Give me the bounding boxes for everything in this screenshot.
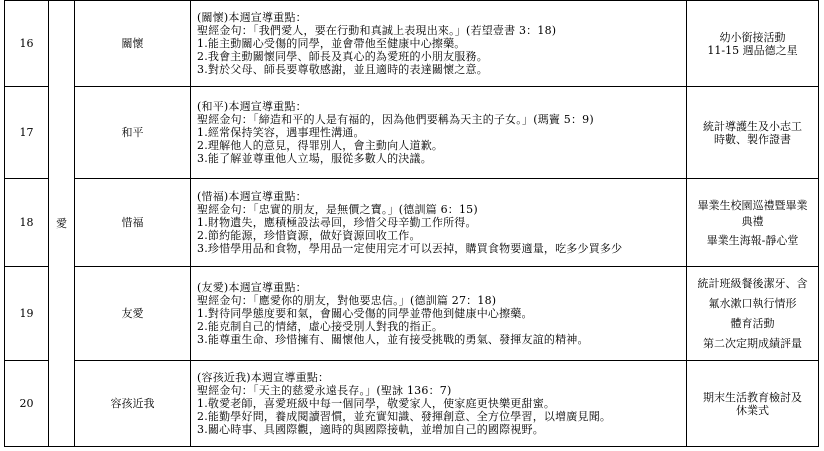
content-point: 3.關心時事、具國際觀，適時的與國際接軌，並增加自己的國際視野。 (197, 423, 544, 436)
weekly-content (191, 87, 687, 179)
week-number: 16 (5, 1, 49, 87)
activity-text: 幼小銜接活動 (719, 30, 786, 44)
activity-text: 體育活動 (730, 316, 775, 330)
activity-text: 畢業生校園巡禮暨畢業典禮 (697, 199, 808, 228)
content-heading: (關懷)本週宣導重點： (197, 11, 307, 24)
content-point: 2.能克制自己的情緒，虛心接受別人對我的指正。 (197, 320, 444, 333)
content-heading: (容孩近我)本週宣導重點： (197, 371, 330, 384)
weekly-content (191, 1, 687, 87)
content-point: 3.能尊重生命、珍惜擁有、關懷他人，並有接受挑戰的勇氣、發揮友誼的精神。 (197, 333, 589, 346)
week-number: 18 (5, 179, 49, 267)
theme-label: 惜福 (75, 179, 191, 267)
theme-label: 容孩近我 (75, 361, 191, 447)
content-point: 1.財物遺失，應積極設法尋回，珍惜父母辛勤工作所得。 (197, 216, 477, 229)
activity-text: 11-15 週品德之星 (707, 43, 798, 57)
content-point: 2.理解他人的意見，得罪別人，會主動向人道歉。 (197, 139, 444, 152)
content-point: 1.敬愛老師，喜愛班級中每一個同學，敬愛家人，使家庭更快樂更甜蜜。 (197, 397, 556, 410)
activity-cell (687, 361, 819, 447)
activity-cell (687, 87, 819, 179)
table-row (5, 267, 819, 361)
activity-text: 休業式 (736, 403, 769, 417)
content-point: 3.珍惜學用品和食物，學用品一定使用完才可以丟掉，購買食物要適量，吃多少買多少 (197, 242, 623, 255)
week-number: 19 (5, 267, 49, 361)
table-row (5, 87, 819, 179)
virtue-label: 愛 (49, 1, 75, 447)
content-point: 1.對待同學態度要和氣，會關心受傷的同學並帶他到健康中心擦藥。 (197, 307, 533, 320)
content-point: 2.能勤學好問，養成閱讀習慣，並充實知識、發揮創意、全方位學習，以增廣見聞。 (197, 410, 612, 423)
activity-text: 畢業生海報-靜心堂 (706, 234, 799, 247)
theme-label: 關懷 (75, 1, 191, 87)
bible-verse: 聖經金句：「應愛你的朋友，對他要忠信。」(德訓篇 27：18) (197, 294, 497, 307)
table-row (5, 1, 819, 87)
activity-text: 期末生活教育檢討及 (703, 390, 802, 404)
weekly-content (191, 361, 687, 447)
weekly-content (191, 179, 687, 267)
weekly-content (191, 267, 687, 361)
activity-text: 第二次定期成績評量 (703, 336, 802, 350)
activity-cell (687, 179, 819, 267)
bible-verse: 聖經金句：「我們愛人，要在行動和真誠上表現出來。」(若望壹書 3：18) (197, 24, 557, 37)
content-heading: (和平)本週宣導重點： (197, 100, 307, 113)
activity-text: 統計班級餐後潔牙、含 (697, 276, 808, 290)
bible-verse: 聖經金句：「締造和平的人是有福的，因為他們要稱為天主的子女。」(瑪竇 5：9) (197, 113, 594, 126)
content-heading: (友愛)本週宣導重點： (197, 281, 307, 294)
bible-verse: 聖經金句：「天主的慈愛永遠長存。」(聖詠 136：7) (197, 384, 452, 397)
activity-cell (687, 1, 819, 87)
week-number: 20 (5, 361, 49, 447)
weekly-schedule-table (4, 0, 819, 447)
theme-label: 友愛 (75, 267, 191, 361)
activity-cell (687, 267, 819, 361)
content-point: 3.對於父母、師長要尊敬感謝，並且適時的表達關懷之意。 (197, 63, 488, 76)
content-point: 1.經常保持笑容，遇事理性溝通。 (197, 126, 365, 139)
content-point: 3.能了解並尊重他人立場，服從多數人的決議。 (197, 152, 432, 165)
content-point: 1.能主動關心受傷的同學，並會帶他至健康中心擦藥。 (197, 37, 466, 50)
bible-verse: 聖經金句：「忠實的朋友，是無價之寶。」(德訓篇 6：15) (197, 203, 478, 216)
content-point: 2.我會主動關懷同學、師長及真心的為愛班的小朋友服務。 (197, 50, 488, 63)
content-point: 2.節約能源，珍惜資源，做好資源回收工作。 (197, 229, 421, 242)
table-row (5, 179, 819, 267)
activity-text: 統計導護生及小志工 (703, 119, 802, 133)
theme-label: 和平 (75, 87, 191, 179)
activity-text: 時數、製作證書 (714, 132, 791, 146)
content-heading: (惜福)本週宣導重點： (197, 190, 307, 203)
table-row (5, 361, 819, 447)
activity-text: 氟水漱口執行情形 (708, 296, 797, 310)
week-number: 17 (5, 87, 49, 179)
